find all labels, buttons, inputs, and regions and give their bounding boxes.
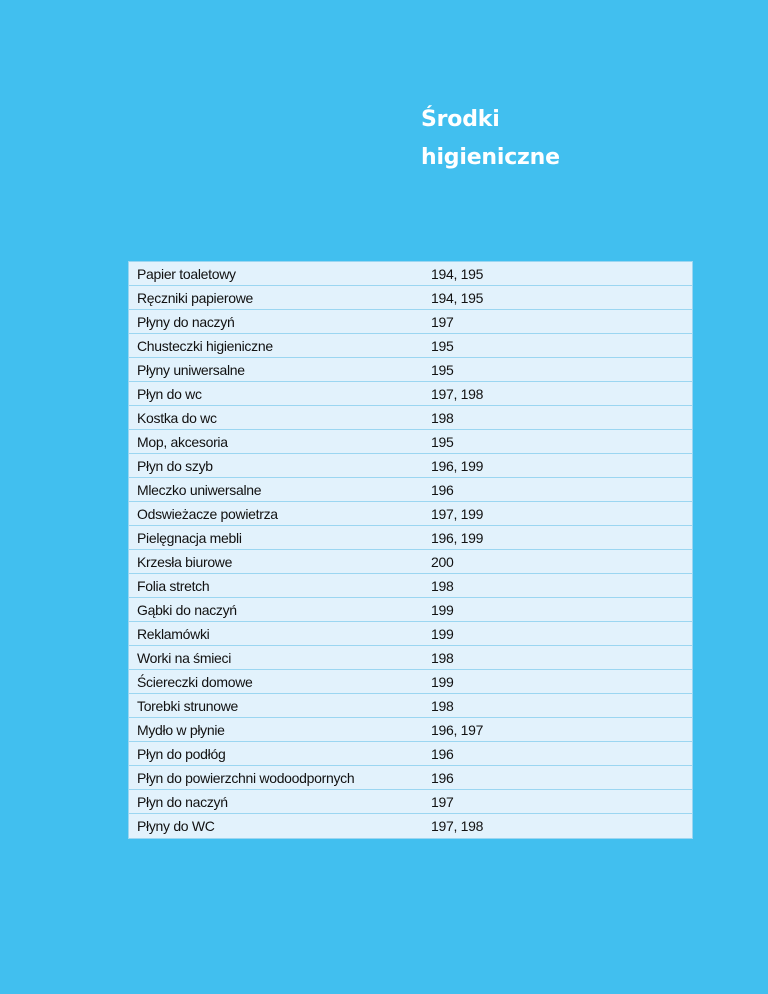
page-numbers-cell: 194, 195 bbox=[431, 289, 484, 306]
page-numbers-cell: 198 bbox=[431, 697, 454, 714]
table-row bbox=[129, 646, 692, 670]
table-row bbox=[129, 502, 692, 526]
table-row bbox=[129, 574, 692, 598]
table-row bbox=[129, 430, 692, 454]
page-numbers-cell: 196 bbox=[431, 769, 454, 786]
product-name-cell: Płyn do wc bbox=[137, 385, 202, 402]
page-numbers-cell: 195 bbox=[431, 433, 454, 450]
product-name-cell: Płyn do naczyń bbox=[137, 793, 228, 810]
page-numbers-cell: 196 bbox=[431, 481, 454, 498]
table-row bbox=[129, 478, 692, 502]
product-name-cell: Torebki strunowe bbox=[137, 697, 239, 714]
page-numbers-cell: 197, 199 bbox=[431, 505, 484, 522]
page-numbers-cell: 199 bbox=[431, 673, 454, 690]
page-numbers-cell: 194, 195 bbox=[431, 265, 484, 282]
page-numbers-cell: 199 bbox=[431, 601, 454, 618]
product-name-cell: Ręczniki papierowe bbox=[137, 289, 253, 306]
product-name-cell: Reklamówki bbox=[137, 625, 210, 642]
page-numbers-cell: 196 bbox=[431, 745, 454, 762]
product-name-cell: Płyny do naczyń bbox=[137, 313, 235, 330]
table-row bbox=[129, 382, 692, 406]
table-row bbox=[129, 718, 692, 742]
product-name-cell: Płyny do WC bbox=[137, 818, 215, 834]
page-numbers-cell: 196, 197 bbox=[431, 721, 484, 738]
table-row bbox=[129, 310, 692, 334]
table-row bbox=[129, 454, 692, 478]
product-name-cell: Worki na śmieci bbox=[137, 649, 232, 666]
product-name-cell: Mop, akcesoria bbox=[137, 433, 228, 450]
table-row bbox=[129, 262, 692, 286]
section-title-line-1: Środki bbox=[421, 107, 500, 132]
product-name-cell: Krzesła biurowe bbox=[137, 553, 233, 570]
product-name-cell: Chusteczki higieniczne bbox=[137, 337, 273, 354]
product-name-cell: Gąbki do naczyń bbox=[137, 601, 237, 618]
table-row bbox=[129, 622, 692, 646]
table-row bbox=[129, 790, 692, 814]
page-numbers-cell: 198 bbox=[431, 577, 454, 594]
section-title-line-2: higieniczne bbox=[421, 145, 560, 170]
product-name-cell: Mydło w płynie bbox=[137, 721, 225, 738]
product-name-cell: Płyny uniwersalne bbox=[137, 361, 245, 378]
page-numbers-cell: 196, 199 bbox=[431, 529, 484, 546]
product-index-table bbox=[128, 261, 693, 839]
section-title bbox=[421, 101, 721, 177]
page-numbers-cell: 197 bbox=[431, 313, 454, 330]
page-numbers-cell: 198 bbox=[431, 649, 454, 666]
page-numbers-cell: 199 bbox=[431, 625, 454, 642]
product-name-cell: Kostka do wc bbox=[137, 409, 217, 426]
table-row bbox=[129, 286, 692, 310]
product-name-cell: Folia stretch bbox=[137, 577, 210, 594]
page-numbers-cell: 197, 198 bbox=[431, 818, 484, 834]
product-name-cell: Płyn do powierzchni wodoodpornych bbox=[137, 769, 355, 786]
product-name-cell: Mleczko uniwersalne bbox=[137, 481, 262, 498]
page-numbers-cell: 197, 198 bbox=[431, 385, 484, 402]
product-name-cell: Papier toaletowy bbox=[137, 265, 236, 282]
table-row bbox=[129, 814, 692, 838]
table-row bbox=[129, 406, 692, 430]
table-row bbox=[129, 358, 692, 382]
table-row bbox=[129, 526, 692, 550]
page-numbers-cell: 198 bbox=[431, 409, 454, 426]
page-numbers-cell: 200 bbox=[431, 553, 454, 570]
product-name-cell: Ściereczki domowe bbox=[137, 673, 253, 690]
page-numbers-cell: 197 bbox=[431, 793, 454, 810]
table-row bbox=[129, 694, 692, 718]
page-numbers-cell: 195 bbox=[431, 361, 454, 378]
product-name-cell: Płyn do podłóg bbox=[137, 745, 226, 762]
table-row bbox=[129, 550, 692, 574]
product-name-cell: Odswieżacze powietrza bbox=[137, 505, 278, 522]
table-row bbox=[129, 334, 692, 358]
page-numbers-cell: 196, 199 bbox=[431, 457, 484, 474]
table-row bbox=[129, 742, 692, 766]
product-name-cell: Pielęgnacja mebli bbox=[137, 529, 242, 546]
table-row bbox=[129, 670, 692, 694]
product-name-cell: Płyn do szyb bbox=[137, 457, 213, 474]
table-row bbox=[129, 598, 692, 622]
table-row bbox=[129, 766, 692, 790]
page-numbers-cell: 195 bbox=[431, 337, 454, 354]
